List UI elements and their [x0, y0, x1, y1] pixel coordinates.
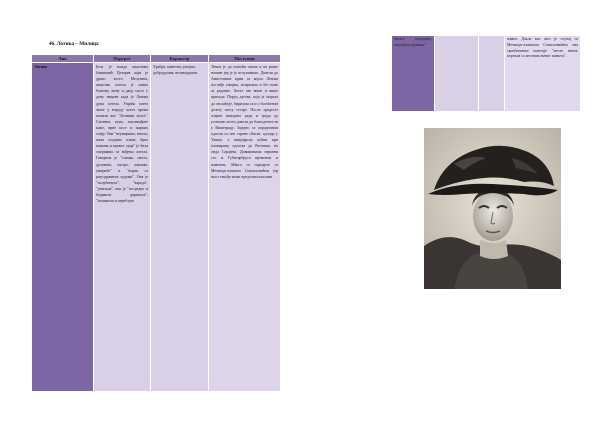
header-postupci: Поступци: [209, 55, 281, 63]
table-row: [392, 36, 581, 112]
continuation-portrait-cell: [435, 36, 479, 112]
header-lik: Лик: [32, 55, 94, 63]
continuation-table: [391, 35, 581, 112]
header-karakter: Карактер: [151, 55, 209, 63]
character-name-cell: Лотика: [32, 63, 94, 392]
continuation-actions-cell: живот. Дакле као што је случај са Мехмедп-алишиом Сокопловићем она сконбонично повезује "место њеног порекла са местима њеног живота".: [505, 36, 581, 112]
continuation-name-cell: богате породице, опрочај и удовица".: [392, 36, 435, 112]
character-traits-cell: Храбра, паметна, уморна, добродушна, великодушна: [151, 63, 209, 392]
right-page: [300, 0, 600, 424]
table-header-row: [32, 55, 281, 63]
continuation-traits-cell: [479, 36, 505, 112]
section-heading: 46. Лотика – Милица: [49, 41, 99, 47]
portrait-photo: [424, 128, 561, 289]
portrait-cell: Беза је млада шкастика Јовановић Цезарев који је дркао хотел Мелузина, шкастик хотела је изиво благему жену и дацу пи.се у дону ницове када је Лотика дума хотела. Упраћа хотел зкеке у народу хотел према попили као "Лотикин хотел". Споннта, пуна, захсанмђене коже, врне косе и жарких очију. Она "неумириша, вешта, жаха хладних члана, брие пажина и мунког срца" је била споримиш за вођења хотела. Говорила је "сламко, смело, духовито, оштро, лакшим, умирибе" и "игрив са разуздравном лудоми". Она је "полубинула", "карада", "умилала", кои је "посредно и бодавила дирикала", "поиимала и перебзуле: [94, 63, 151, 392]
header-portret: Портрет: [94, 55, 151, 63]
table-row: [32, 63, 281, 392]
actions-cell: Темпа је да помоћи свима и на разне начине јер је је исхушивало. Довели до Амиселинае крим са којом Лотика послеђе умориа, испратила и без нове за редовне. Хотел све више и више прихода. Поред дугова, која је морала да отплаћује, бирилаш са и о богаћеном делету свесу сестре. После тридесет година напорног рада и труда да успешно хотел довели до благодетности у Вишеграду. Заједно са породичном одилли са оне стране сбиске, одлоди у Ужице, у швајцарску кућни при планирању одласка до Рогатице, на онда Сарајева. Довикињима неравни сто м Губитарбруса временом и животом. Мвога са породите са Мехмедп-алшиом Сокопловићем јер мост такође може представљали нын: [209, 63, 281, 392]
character-table: [31, 54, 281, 392]
